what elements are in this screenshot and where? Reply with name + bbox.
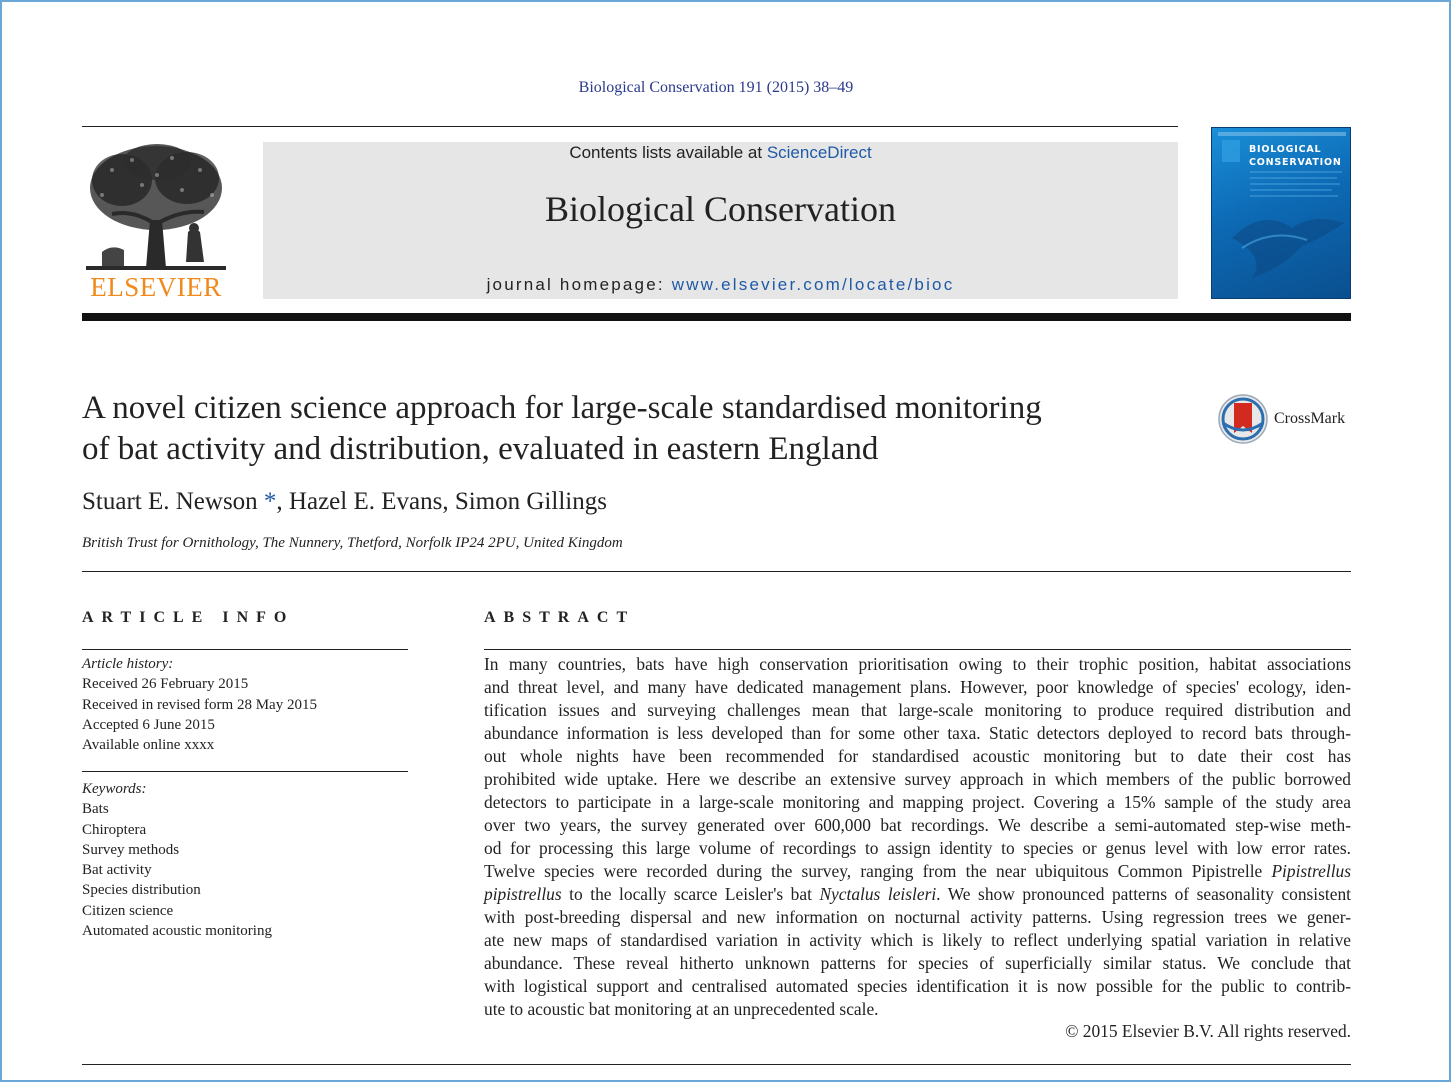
copyright-notice: © 2015 Elsevier B.V. All rights reserved.: [1065, 1021, 1351, 1041]
bottom-rule: [82, 1064, 1351, 1065]
abstract-rule: [484, 649, 1351, 650]
abstract-line: ate new maps of standardised variation in activity which is likely to reflect underlying spatial variation in relative: [484, 930, 1351, 950]
abstract-line: ute to acoustic bat monitoring at an unprecedented scale.: [484, 999, 879, 1019]
homepage-prefix: journal homepage:: [486, 275, 672, 294]
article-info-rule: [82, 649, 408, 650]
abstract-line: [484, 860, 1351, 883]
keyword-item: Bat activity: [82, 862, 152, 879]
abstract-line: with post-breeding dispersal and new information on nocturnal activity patterns. Using regression trees we gener-: [484, 907, 1351, 927]
abstract-line-text: to the locally scarce Leisler's bat: [561, 884, 820, 904]
keyword-item: Survey methods: [82, 841, 180, 858]
abstract-body: [484, 653, 1351, 1021]
cover-title-line2: CONSERVATION: [1249, 157, 1342, 168]
abstract-line: [484, 883, 1351, 906]
abstract-line-text: Twelve species were recorded during the survey, ranging from the near ubiquitous Common Pipistrelle: [484, 861, 1272, 881]
section-rule: [82, 571, 1351, 572]
cover-title-line1: BIOLOGICAL: [1249, 144, 1322, 155]
abstract-line: out whole nights have been recommended for standardised acoustic monitoring but to date their cost has: [484, 746, 1351, 766]
species-name-italic: Pipistrellus: [1271, 861, 1351, 881]
affiliation: British Trust for Ornithology, The Nunnery, Thetford, Norfolk IP24 2PU, United Kingdom: [82, 535, 623, 551]
abstract-line: tification issues and surveying challenges mean that large-scale monitoring to produce required distribution and: [484, 700, 1351, 720]
abstract-line: with logistical support and centralised automated species identification it is now possible for the public to contrib-: [484, 976, 1351, 996]
contents-line: [263, 143, 1178, 163]
author-newson[interactable]: Stuart E. Newson: [82, 488, 258, 515]
species-name-italic: Nyctalus leisleri: [819, 884, 937, 904]
article-history-label: Article history:: [82, 656, 174, 672]
author-list: [82, 488, 607, 516]
header-thick-rule: [82, 313, 1351, 321]
abstract-line: prohibited wide uptake. Here we describe an extensive survey approach in which members of the public borrowed: [484, 769, 1351, 789]
keywords-label: Keywords:: [82, 781, 147, 797]
keywords-rule: [82, 771, 408, 772]
keyword-item: Bats: [82, 801, 109, 818]
abstract-line: In many countries, bats have high conservation prioritisation owing to their trophic position, habitat associations: [484, 654, 1351, 674]
history-received: Received 26 February 2015: [82, 676, 249, 693]
article-title-line2: of bat activity and distribution, evaluated in eastern England: [82, 431, 879, 467]
abstract-line: detectors to participate in a large-scale monitoring and mapping project. Covering a 15% sample of the study area: [484, 792, 1351, 812]
species-name-italic: pipistrellus: [484, 884, 562, 904]
keyword-item: Chiroptera: [82, 821, 147, 838]
abstract-heading: ABSTRACT: [484, 609, 636, 626]
article-info-heading: ARTICLE INFO: [82, 609, 295, 626]
sciencedirect-link[interactable]: ScienceDirect: [766, 143, 872, 162]
article-title: [82, 388, 1192, 470]
journal-cover-thumbnail[interactable]: [1211, 127, 1351, 299]
journal-title: Biological Conservation: [545, 189, 896, 229]
top-rule: [82, 126, 1178, 127]
crossmark-icon[interactable]: [1217, 393, 1269, 445]
homepage-link[interactable]: www.elsevier.com/locate/bioc: [671, 275, 955, 294]
authors-rest: , Hazel E. Evans, Simon Gillings: [276, 488, 607, 515]
contents-prefix: Contents lists available at: [569, 143, 767, 162]
corresponding-author-mark[interactable]: *: [263, 488, 277, 515]
elsevier-wordmark[interactable]: ELSEVIER: [90, 272, 222, 302]
homepage-line: [263, 275, 1178, 295]
history-accepted: Accepted 6 June 2015: [82, 716, 215, 733]
keyword-item: Species distribution: [82, 882, 201, 899]
crossmark-label[interactable]: CrossMark: [1274, 410, 1346, 427]
abstract-line: and threat level, and many have dedicated management plans. However, poor knowledge of species' ecology, iden-: [484, 677, 1351, 697]
keywords: [82, 779, 272, 941]
journal-citation[interactable]: Biological Conservation 191 (2015) 38–49: [578, 79, 854, 96]
history-revised: Received in revised form 28 May 2015: [82, 696, 317, 713]
keyword-item: Automated acoustic monitoring: [82, 923, 272, 940]
keyword-item: Citizen science: [82, 902, 174, 919]
article-history: [82, 654, 317, 755]
cover-title: [1249, 143, 1349, 169]
abstract-line: abundance information is less developed than for some other taxa. Static detectors deployed to record bats through-: [484, 723, 1351, 743]
abstract-line: abundance. These reveal hitherto unknown patterns for species of superficially similar status. We conclude that: [484, 953, 1351, 973]
abstract-line: od for processing this large volume of recordings to assign identity to species or genus level with low error rates.: [484, 838, 1351, 858]
history-online: Available online xxxx: [82, 737, 215, 754]
abstract-line-text: . We show pronounced patterns of seasonality consistent: [936, 884, 1351, 904]
article-title-line1: A novel citizen science approach for large-scale standardised monitoring: [82, 390, 1042, 426]
abstract-line: over two years, the survey generated over 600,000 bat recordings. We describe a semi-automated step-wise meth-: [484, 815, 1351, 835]
